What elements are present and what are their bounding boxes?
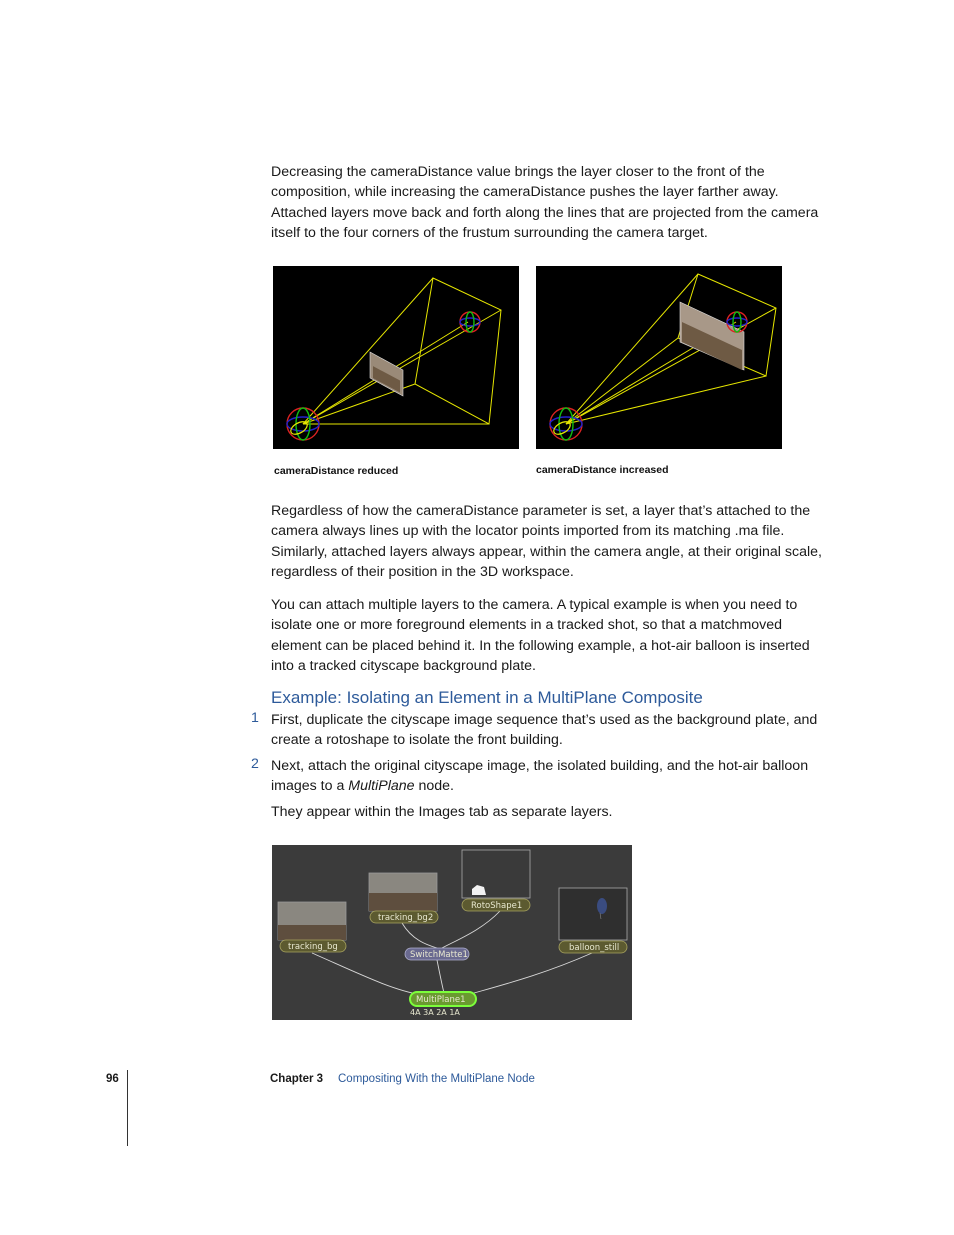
camera-distance-paragraph: Regardless of how the cameraDistance parameter is set, a layer that’s attached to the camera always lines up with the locator points imported from its matching .ma file. Similarly, attached layers always appear, within the camera angle, at their original scale, regardless of their position in the 3D workspace. [271,503,822,581]
balloon-still-label: balloon_still [569,943,620,953]
node-graph-figure [272,845,632,1020]
footer-chapter-title: Compositing With the MultiPlane Node [338,1073,535,1085]
left-figure-caption: cameraDistance reduced [274,465,399,477]
camera-distance-reduced-figure [273,266,519,449]
footer-chapter: Chapter 3 [270,1073,324,1085]
step-2-note: They appear within the Images tab as separate layers. [271,804,613,820]
step-1-text: First, duplicate the cityscape image sequence that’s used as the background plate, and create a rotoshape to isolate the front building. [271,712,818,749]
tracking-bg-label: tracking_bg [288,942,338,952]
rotoshape-node[interactable] [462,850,530,911]
intro-paragraph: Decreasing the cameraDistance value brings the layer closer to the front of the composition, while increasing the cameraDistance pushes the layer farther away. Attached layers move back and forth along the lines that are projected from the camera itself to the four corners of the frustum surrounding the camera target. [271,164,819,242]
balloon-still-node[interactable] [559,888,627,953]
step-2-number: 2 [251,756,259,772]
page-number: 96 [106,1073,119,1085]
tracking-bg-node[interactable] [278,902,346,952]
step-2-text: Next, attach the original cityscape image, the isolated building, and the hot-air balloon images to a MultiPlane node. [271,758,809,795]
example-heading: Example: Isolating an Element in a MultiPlane Composite [271,688,703,707]
multiplane-label: MultiPlane1 [416,995,466,1005]
switchmatte-label: SwitchMatte1 [410,950,468,960]
rotoshape-label: RotoShape1 [471,901,523,911]
multiplane-term: MultiPlane [348,778,415,795]
tracking-bg2-label: tracking_bg2 [378,913,434,923]
camera-distance-increased-figure [536,266,782,449]
footer-divider [127,1070,128,1146]
step-1-number: 1 [251,710,259,726]
tracking-bg2-node[interactable] [369,873,438,923]
switchmatte-node[interactable] [405,948,469,960]
multiple-layers-paragraph: You can attach multiple layers to the camera. A typical example is when you need to isolate one or more foreground elements in a tracked shot, so that a matchmoved element can be placed behind it. In the following example, a hot-air balloon is inserted into a tracked cityscape background plate. [271,597,810,675]
multiplane-inputs: 4A 3A 2A 1A [410,1008,460,1017]
right-figure-caption: cameraDistance increased [536,464,669,476]
